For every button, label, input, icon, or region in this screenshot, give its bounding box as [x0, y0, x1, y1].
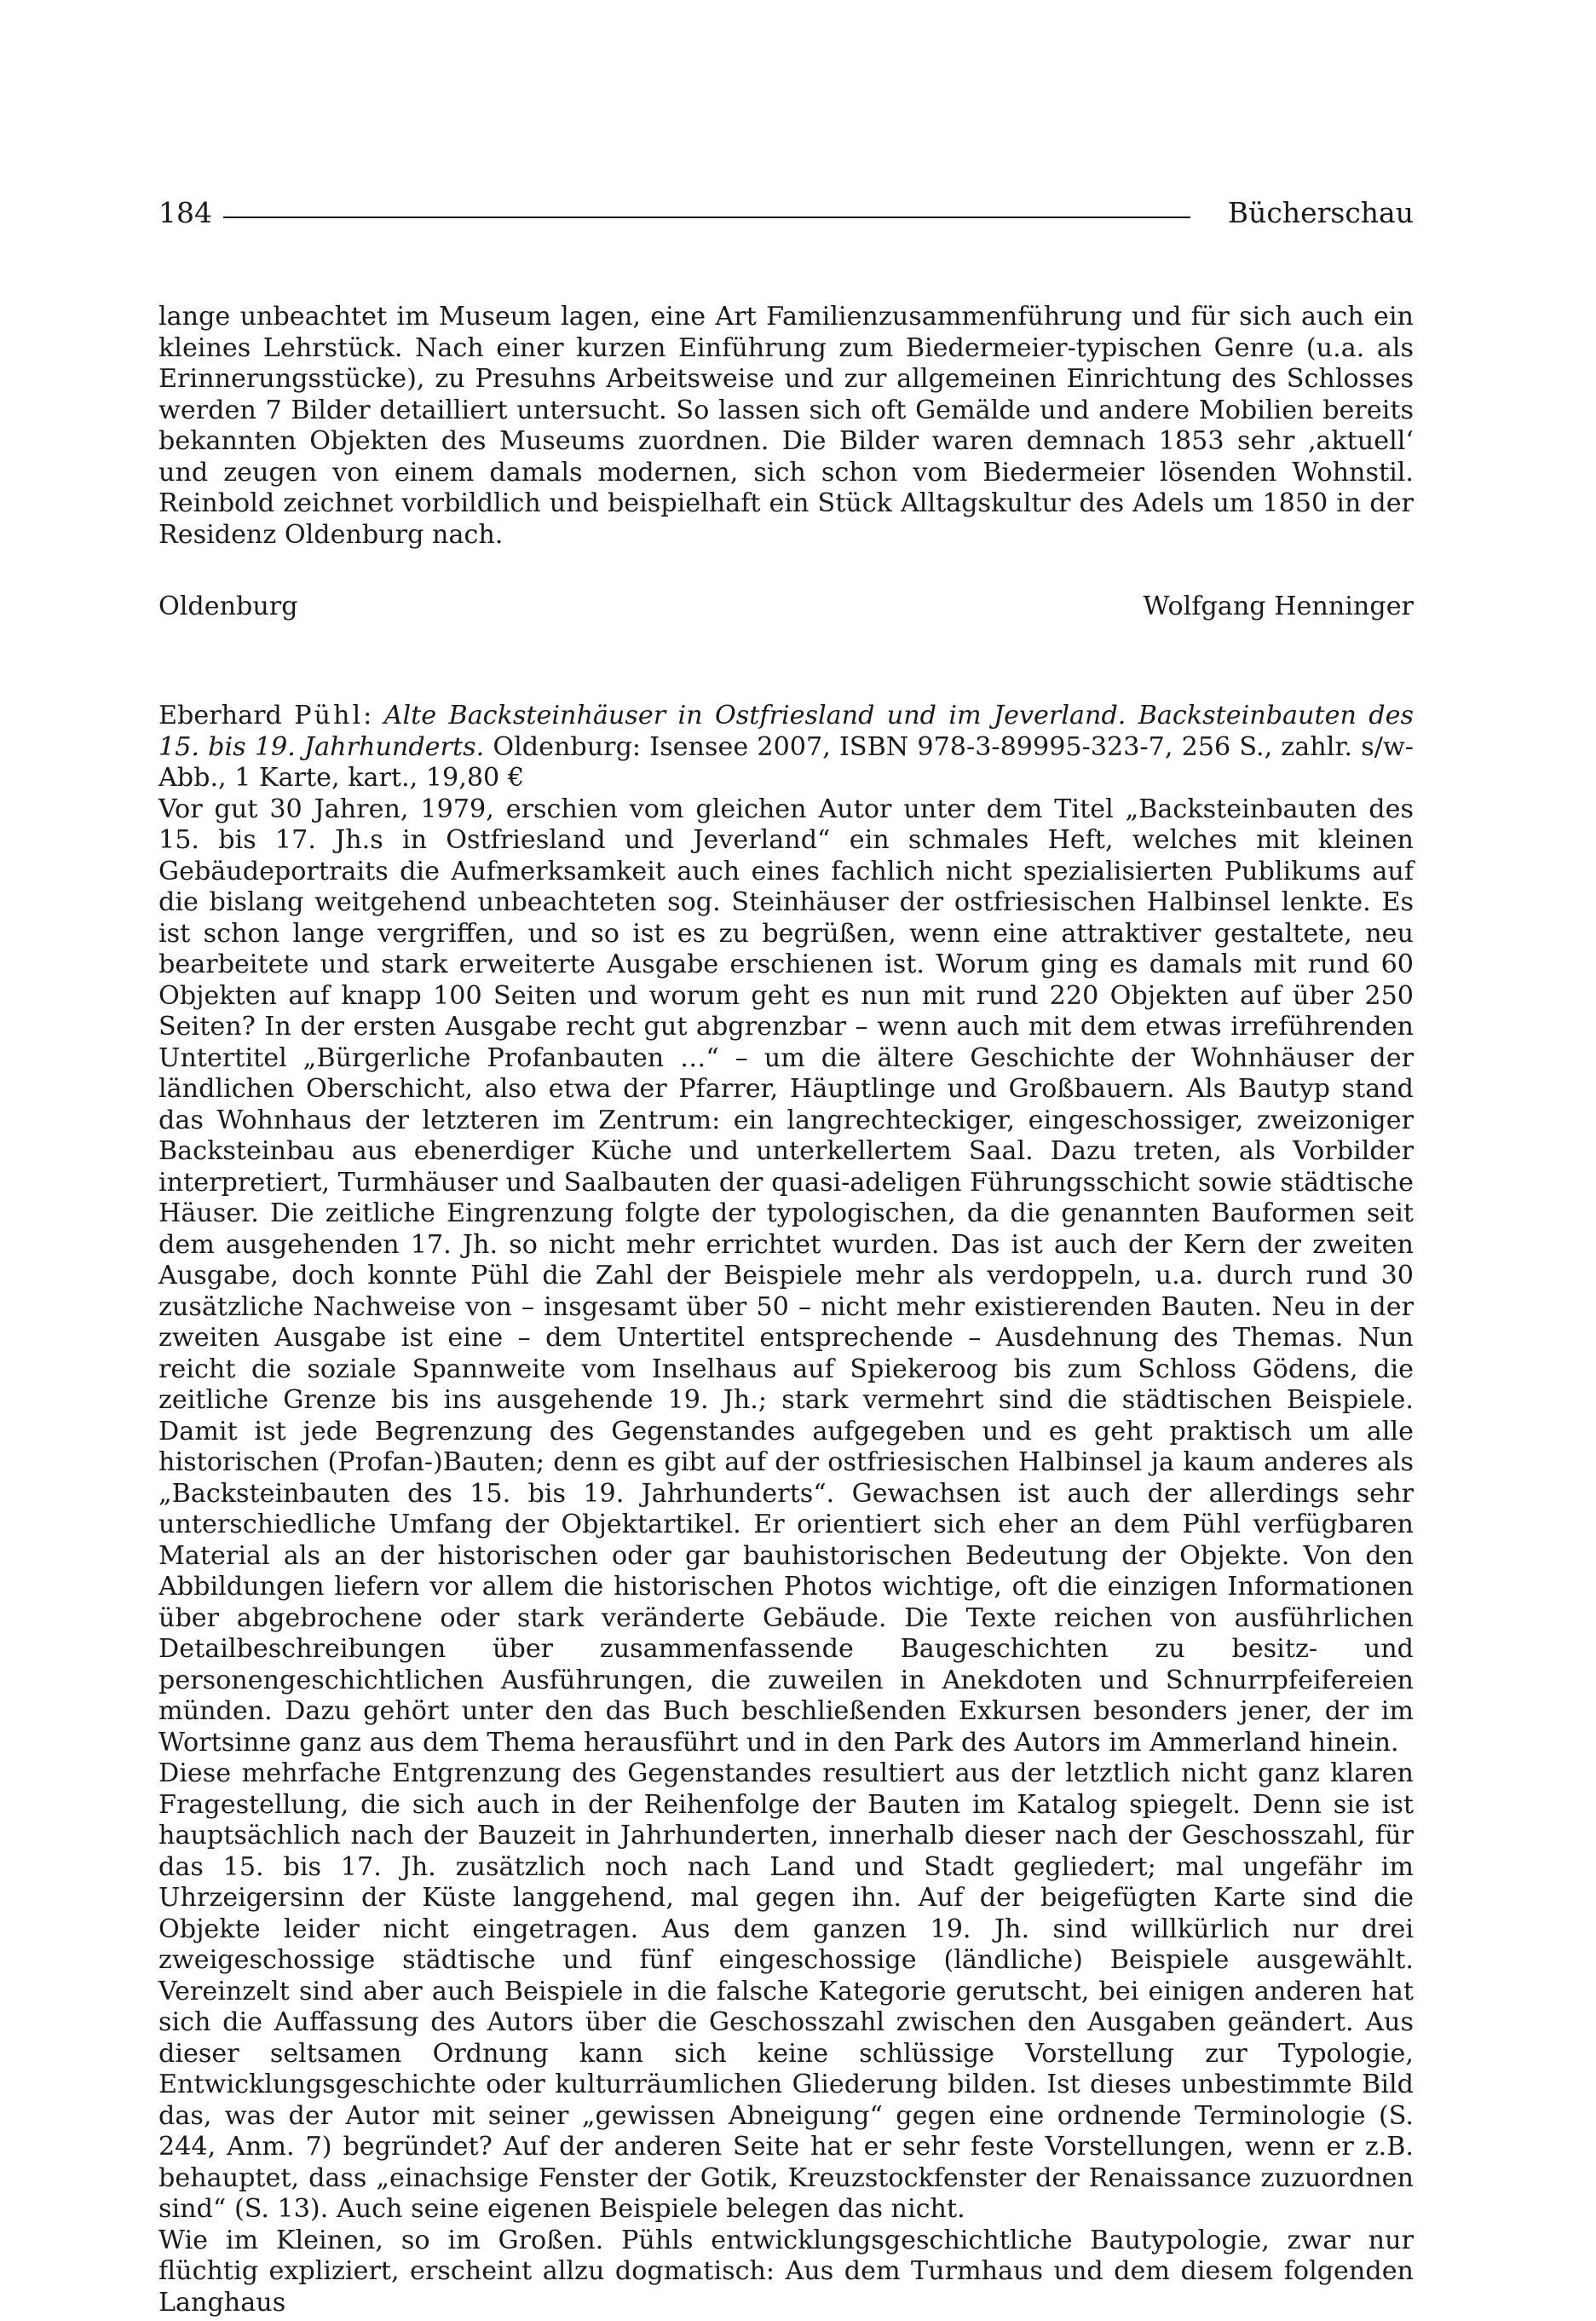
- review-paragraph: Diese mehrfache Entgrenzung des Gegenstandes resultiert aus der letztlich nicht ganz klaren Fragestellung, die sich auch in der Reihenfolge der Bauten im Katalog spiegelt. Denn sie ist hauptsächlich nach der Bauzeit in Jahrhunderten, innerhalb dieser nach der Geschosszahl, für das 15. bis 17. Jh. zusätzlich noch nach Land und Stadt gegliedert; mal ungefähr im Uhrzeigersinn der Küste langgehend, mal gegen ihn. Auf der beigefügten Karte sind die Objekte leider nicht eingetragen. Aus dem ganzen 19. Jh. sind willkürlich nur drei zweigeschossige städtische und fünf eingeschossige (ländliche) Beispiele ausgewählt. Vereinzelt sind aber auch Beispiele in die falsche Kategorie gerutscht, bei einigen anderen hat sich die Auffassung des Autors über die Geschosszahl zwischen den Ausgaben geändert. Aus dieser seltsamen Ordnung kann sich keine schlüssige Vorstellung zur Typologie, Entwicklungsgeschichte oder kulturräumlichen Gliederung bilden. Ist dieses unbestimmte Bild das, was der Autor mit seiner „gewissen Abneigung“ gegen eine ordnende Terminologie (S. 244, Anm. 7) begründet? Auf der anderen Seite hat er sehr feste Vorstellungen, wenn er z.B. behauptet, dass „einachsige Fenster der Gotik, Kreuzstockfenster der Renaissance zuzuordnen sind“ (S. 13). Auch seine eigenen Beispiele belegen das nicht.: [158, 1758, 1414, 2224]
- book-publication-details: Oldenburg: Isensee 2007, ISBN 978-3-89995-323-7, 256 S., zahlr. s/w-Abb., 1 Karte, kart., 19,80 €: [158, 731, 1414, 793]
- header-rule: [223, 217, 1190, 218]
- page-number: 184: [158, 196, 212, 229]
- signature-place: Oldenburg: [158, 592, 298, 621]
- book-author-first-name: Eberhard: [158, 701, 282, 730]
- book-title: Alte Backsteinhäuser in Ostfriesland und im Jeverland. Backsteinbauten des 15. bis 19. Jahrhunderts.: [158, 701, 1414, 762]
- page-header: [158, 189, 1414, 237]
- review-signature: [158, 590, 1414, 624]
- review-paragraph: Vor gut 30 Jahren, 1979, erschien vom gleichen Autor unter dem Titel „Backsteinbauten des 15. bis 17. Jh.s in Ostfriesland und Jeverland“ ein schmales Heft, welches mit kleinen Gebäudeportraits die Aufmerksamkeit auch eines fachlich nicht spezialisierten Publikums auf die bislang weitgehend unbeachteten sog. Steinhäuser der ostfriesischen Halbinsel lenkte. Es ist schon lange vergriffen, und so ist es zu begrüßen, wenn eine attraktiver gestaltete, neu bearbeitete und stark erweiterte Ausgabe erschienen ist. Worum ging es damals mit rund 60 Objekten auf knapp 100 Seiten und worum geht es nun mit rund 220 Objekten auf über 250 Seiten? In der ersten Ausgabe recht gut abgrenzbar – wenn auch mit dem etwas irreführenden Untertitel „Bürgerliche Profanbauten …“ – um die ältere Geschichte der Wohnhäuser der ländlichen Oberschicht, also etwa der Pfarrer, Häuptlinge und Großbauern. Als Bautyp stand das Wohnhaus der letzteren im Zentrum: ein langrechteckiger, eingeschossiger, zweizoniger Backsteinbau aus ebenerdiger Küche und unterkellertem Saal. Dazu treten, als Vorbilder interpretiert, Turmhäuser und Saalbauten der quasi-adeligen Führungsschicht sowie städtische Häuser. Die zeitliche Eingrenzung folgte der typologischen, da die genannten Bauformen seit dem ausgehenden 17. Jh. so nicht mehr errichtet wurden. Das ist auch der Kern der zweiten Ausgabe, doch konnte Pühl die Zahl der Beispiele mehr als verdoppeln, u.a. durch rund 30 zusätzliche Nachweise von – insgesamt über 50 – nicht mehr existierenden Bauten. Neu in der zweiten Ausgabe ist eine – dem Untertitel entsprechende – Ausdehnung des Themas. Nun reicht die soziale Spannweite vom Inselhaus auf Spiekeroog bis zum Schloss Gödens, die zeitliche Grenze bis ins ausgehende 19. Jh.; stark vermehrt sind die städtischen Beispiele. Damit ist jede Begrenzung des Gegenstandes aufgegeben und es geht praktisch um alle historischen (Profan-)Bauten; denn es gibt auf der ostfriesischen Halbinsel ja kaum anderes als „Backsteinbauten des 15. bis 19. Jahrhunderts“. Gewachsen ist auch der allerdings sehr unterschiedliche Umfang der Objektartikel. Er orientiert sich eher an dem Pühl verfügbaren Material als an der historischen oder gar bauhistorischen Bedeutung der Objekte. Von den Abbildungen liefern vor allem die historischen Photos wichtige, oft die einzigen Informationen über abgebrochene oder stark veränderte Gebäude. Die Texte reichen von ausführlichen Detailbeschreibungen über zusammenfassende Baugeschichten zu besitz- und personengeschichtlichen Ausführungen, die zuweilen in Anekdoten und Schnurrpfeifereien münden. Dazu gehört unter den das Buch beschließenden Exkursen besonders jener, der im Wortsinne ganz aus dem Thema herausführt und in den Park des Autors im Ammerland hinein.: [158, 794, 1414, 1758]
- book-page: [158, 189, 1414, 2318]
- previous-review-ending: [158, 302, 1414, 551]
- previous-review-paragraph: lange unbeachtet im Museum lagen, eine Art Familienzusammenführung und für sich auch ein kleines Lehrstück. Nach einer kurzen Einführung zum Biedermeier-typischen Genre (u.a. als Erinnerungsstücke), zu Presuhns Arbeitsweise und zur allgemeinen Einrichtung des Schlosses werden 7 Bilder detailliert untersucht. So lassen sich oft Gemälde und andere Mobilien bereits bekannten Objekten des Museums zuordnen. Die Bilder waren demnach 1853 sehr ‚aktuell‘ und zeugen von einem damals modernen, sich schon vom Biedermeier lösenden Wohnstil. Reinbold zeichnet vorbildlich und beispielhaft ein Stück Alltagskultur des Adels um 1850 in der Residenz Oldenburg nach.: [158, 302, 1414, 550]
- review-paragraph: Wie im Kleinen, so im Großen. Pühls entwicklungsgeschichtliche Bautypologie, zwar nur flüchtig expliziert, erscheint allzu dogmatisch: Aus dem Turmhaus und dem diesem folgenden Langhaus: [158, 2225, 1414, 2318]
- book-citation: Eberhard Pühl: Alte Backsteinhäuser in Ostfriesland und im Jeverland. Backsteinbauten des 15. bis 19. Jahrhunderts. Oldenburg: Isensee 2007, ISBN 978-3-89995-323-7, 256 S., zahlr. s/w-Abb., 1 Karte, kart., 19,80 €: [158, 701, 1414, 793]
- review-body: [158, 794, 1414, 2319]
- signature-reviewer: Wolfgang Henninger: [1143, 592, 1414, 621]
- book-review: [158, 701, 1414, 2318]
- running-title: Bücherschau: [1227, 196, 1414, 229]
- book-author-last-name: Pühl: [294, 701, 364, 730]
